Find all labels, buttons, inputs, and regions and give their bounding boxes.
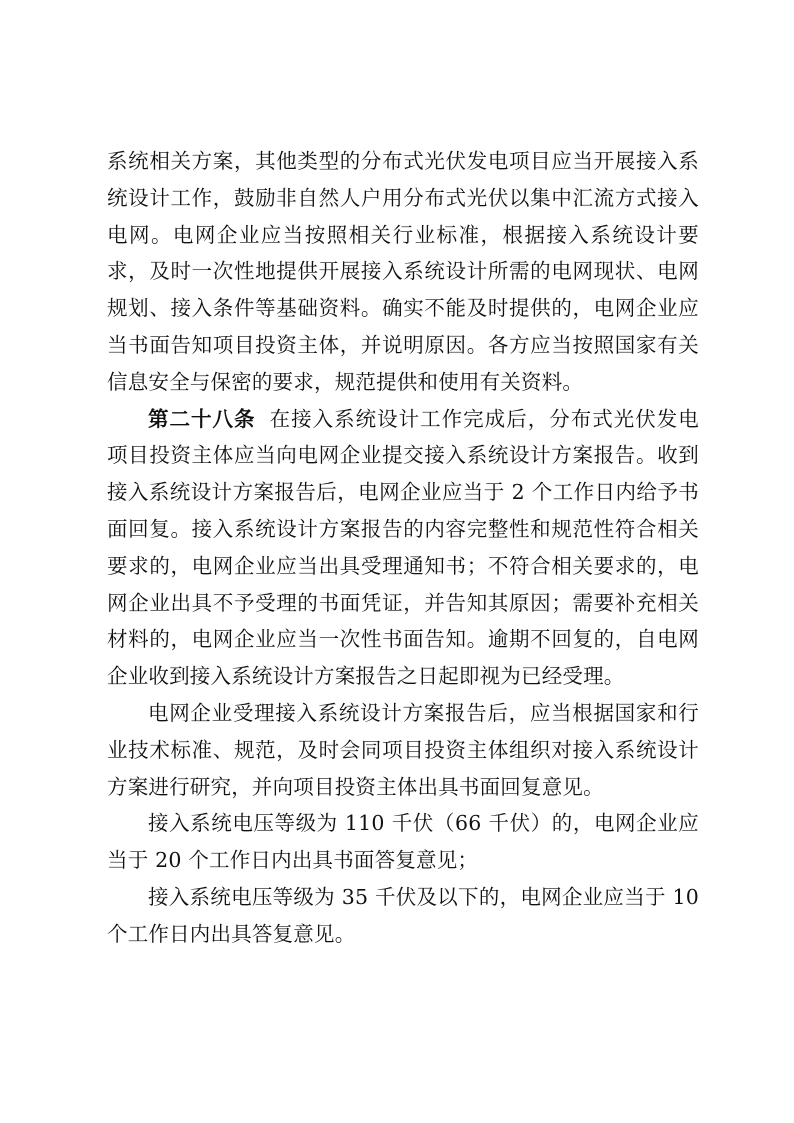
- paragraph-35kv-deadline: 接入系统电压等级为 35 千伏及以下的，电网企业应当于 10 个工作日内出具答复意见。: [107, 884, 699, 946]
- document-page: [107, 143, 699, 953]
- paragraph-110kv-deadline: 接入系统电压等级为 110 千伏（66 千伏）的，电网企业应当于 20 个工作日内出具书面答复意见；: [107, 811, 699, 873]
- article-28-body: 在接入系统设计工作完成后，分布式光伏发电项目投资主体应当向电网企业提交接入系统设计方案报告。收到接入系统设计方案报告后，电网企业应当于 2 个工作日内给予书面回复。接入系统设计方案报告的内容完整性和规范性符合相关要求的，电网企业应当出具受理通知书；不符合相关要求的，电网企业出具不予受理的书面凭证，并告知其原因；需要补充相关材料的，电网企业应当一次性书面告知。逾期不回复的，自电网企业收到接入系统设计方案报告之日起即视为已经受理。: [107, 406, 699, 689]
- paragraph-system-design-materials: 系统相关方案，其他类型的分布式光伏发电项目应当开展接入系统设计工作，鼓励非自然人户用分布式光伏以集中汇流方式接入电网。电网企业应当按照相关行业标准，根据接入系统设计要求，及时一次性地提供开展接入系统设计所需的电网现状、电网规划、接入条件等基础资料。确实不能及时提供的，电网企业应当书面告知项目投资主体，并说明原因。各方应当按照国家有关信息安全与保密的要求，规范提供和使用有关资料。: [107, 149, 699, 394]
- article-number-label: 第二十八条: [148, 406, 256, 431]
- paragraph-article-28: [107, 401, 699, 695]
- paragraph-grid-review: 电网企业受理接入系统设计方案报告后，应当根据国家和行业技术标准、规范，及时会同项目投资主体组织对接入系统设计方案进行研究，并向项目投资主体出具书面回复意见。: [107, 700, 699, 799]
